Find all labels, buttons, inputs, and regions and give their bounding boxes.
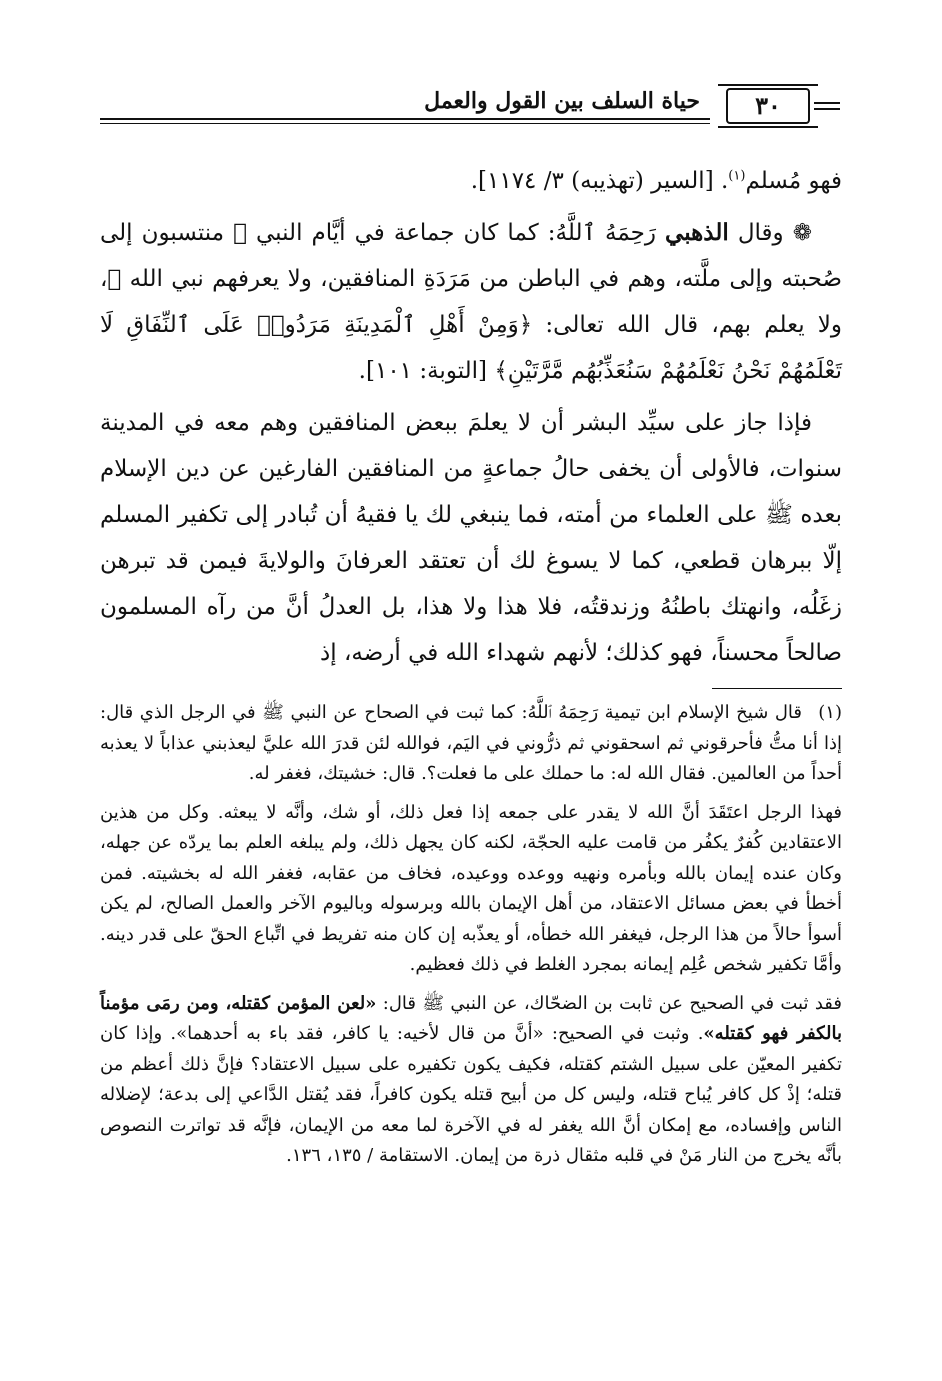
- paragraph-3: فإذا جاز على سيِّد البشر أن لا يعلمَ ببعض المنافقين وهم معه في المدينة سنوات، فالأولى أن يخفى حالُ جماعةٍ من المنافقين الفارغين عن دين الإسلام بعده ﷺ على العلماء من أمته، فما ينبغي لك يا فقيهُ أن تُبادر إلى تكفير المسلم إلّا ببرهان قطعي، كما لا يسوغ لك أن تعتقد العرفانَ والولايةَ فيمن قد تبرهن زغَلُه، وانهتك باطنُهُ وزندقتُه، فلا هذا ولا هذا، بل العدلُ أنَّ من رآه المسلمون صالحاً محسناً، فهو كذلك؛ لأنهم شهداء الله في أرضه، إذ: [100, 410, 842, 666]
- footnote-ref: (١): [728, 168, 746, 184]
- footnote-para-3: [100, 989, 842, 1172]
- p2-text: رَحِمَهُ ٱللَّهُ: كما كان جماعة في أيَّام النبي ﷺ منتسبون إلى صُحبته وإلى ملَّته، وهم في الباطن من مَرَدَةِ المنافقين، ولا يعرفهم نبي الله ﷺ، ولا يعلم بهم، قال الله تعالى: ﴿وَمِنْ أَهْلِ ٱلْمَدِينَةِ مَرَدُوا۟ عَلَى ٱلنِّفَاقِ لَا تَعْلَمُهُمْ نَحْنُ نَعْلَمُهُمْ سَنُعَذِّبُهُم مَّرَّتَيْنِ﴾ [التوبة: ١٠١].: [100, 220, 842, 384]
- header-ornament-2: [814, 108, 840, 110]
- hadith-quote: «لعن المؤمن كقتله، ومن رمَى مؤمناً بالكفر فهو كقتله»: [100, 992, 843, 1044]
- fn3-text: . وثبت في الصحيح: «أنَّ من قال لأخيه: يا كافر، فقد باء به أحدهما». وإذا كان تكفير المعيّن على سبيل الشتم كقتله، فكيف يكون تكفيره على سبيل الاعتقاد؟ فإنَّ ذلك أعظم من قتله؛ إذْ كل كافر يُباح قتله، وليس كل من أبيح قتله يكون كافراً، فقد يُقتل الدَّاعي إلى بدعة؛ لإضلاله الناس وإفساده، مع إمكان أنَّ الله يغفر له في الآخرة لما معه من الإيمان، فإنَّه قد تواترت النصوص بأنَّه يخرج من النار مَنْ في قلبه مثقال ذرة من إيمان. الاستقامة / ١٣٥، ١٣٦.: [100, 1023, 842, 1166]
- header-rule: [100, 118, 710, 120]
- footnote-para-2: فهذا الرجل اعتَقَدَ أنَّ الله لا يقدر على جمعه إذا فعل ذلك، أو شك، وأنَّه لا يبعثه. وكل من هذين الاعتقادين كُفرٌ يكفُر من قامت عليه الحجّة، لكنه كان يجهل ذلك، ولم يبلغه العلم بما يردّه عن جهله، وكان عنده إيمان بالله وبأمره ونهيه ووعده ووعيده، فخاف من عقابه، فغفر الله له بخشيته. فمن أخطأ في بعض مسائل الاعتقاد، من أهل الإيمان بالله وبرسوله وباليوم الآخر والعمل الصالح، لم يكن أسوأ حالاً من هذا الرجل، فيغفر الله خطأه، أو يعذّبه إن كان منه تفريط في اتِّباع الحقّ على قدر دينه. وأمَّا تكفير شخص عُلِم إيمانه بمجرد الغلط في ذلك فعظيم.: [100, 801, 842, 975]
- fn3-lead: فقد ثبت في الصحيح عن ثابت بن الضحّاك، عن النبي ﷺ قال:: [376, 992, 842, 1014]
- header-rule-thin: [100, 123, 710, 124]
- running-header: [100, 80, 840, 132]
- main-text: [100, 158, 842, 676]
- author-name: الذهبي: [665, 219, 729, 246]
- footnote-1: [100, 698, 842, 790]
- paragraph-1: [100, 158, 842, 204]
- book-title: حياة السلف بين القول والعمل: [424, 88, 700, 114]
- footnote-divider: [712, 688, 842, 689]
- paragraph-2: [100, 210, 842, 394]
- footnotes: [100, 698, 842, 1172]
- footnote-1-text: قال شيخ الإسلام ابن تيمية رَحِمَهُ ٱللَّهُ: كما ثبت في الصحاح عن النبي ﷺ في الرجل الذي قال: إذا أنا متُّ فأحرقوني ثم اسحقوني ثم ذرُّوني في اليَم، فوالله لئن قدرَ الله عليَّ ليعذبني عذاباً لا يعذبه أحداً من العالمين. فقال الله له: ما حملك على ما فعلت؟. قال: خشيتك، فغفر له.: [100, 702, 842, 784]
- page-number: ٣٠: [726, 88, 810, 124]
- p1-text: فهو مُسلم: [745, 168, 842, 194]
- p2-lead: ❁ وقال: [728, 220, 812, 246]
- header-ornament: [814, 102, 840, 104]
- p1-citation: . [السير (تهذيبه) ٣/ ١١٧٤].: [470, 168, 729, 194]
- footnote-number: (١): [818, 702, 842, 723]
